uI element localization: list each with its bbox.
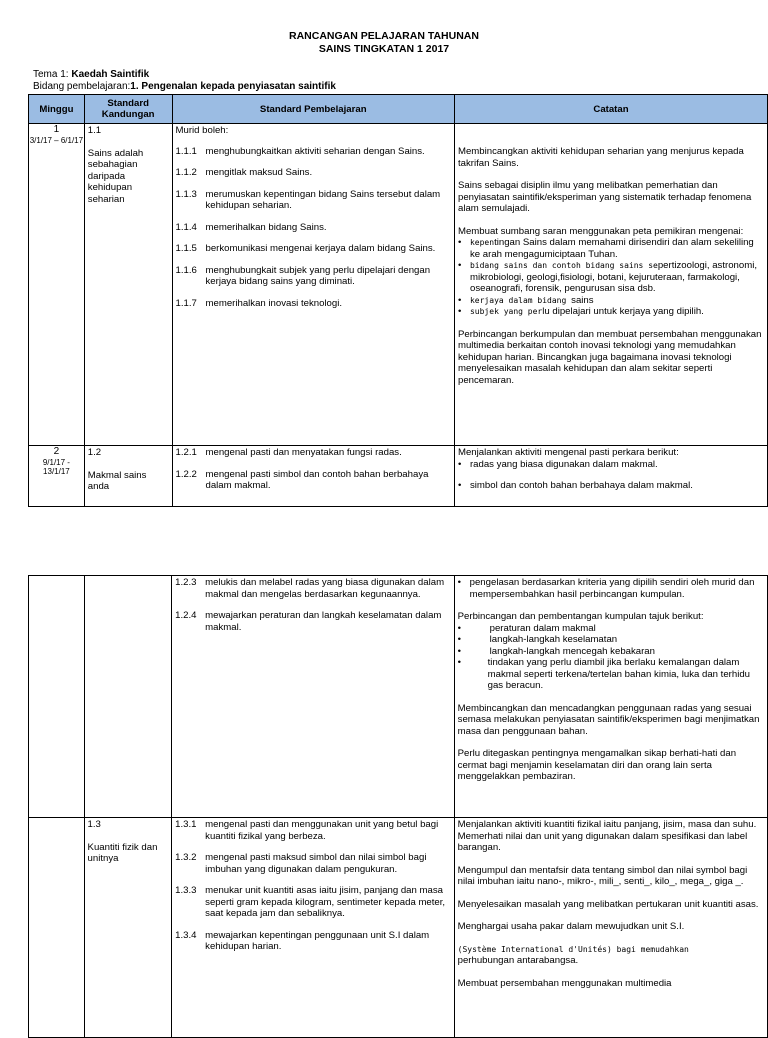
sk-text: Kuantiti fizik dan unitnya: [87, 841, 158, 864]
table-row: [29, 124, 768, 446]
sk-code: 1.1: [87, 125, 102, 136]
week-cell: [29, 446, 85, 507]
sp-num: 1.1.3: [175, 188, 197, 200]
sp-num: 1.1.6: [175, 264, 197, 276]
bullet-item: [458, 577, 764, 600]
bullet-item: [458, 295, 764, 307]
standard-pembelajaran-cell: [172, 124, 454, 446]
catatan-paragraph: Membuat sumbang saran menggunakan peta pemikiran mengenai:: [457, 225, 744, 237]
sp-text: menghubungkait subjek yang perlu dipelajari dengan kerjaya bidang sains yang diminati.: [205, 264, 431, 287]
standard-pembelajaran-cell: [172, 576, 455, 818]
sp-item: [176, 469, 451, 492]
bullet-icon: •: [457, 260, 462, 271]
si-purpose: perhubungan antarabangsa.: [457, 955, 579, 966]
bullet-item: [458, 657, 764, 692]
catatan-paragraph: Membincangkan dan mencadangkan penggunaan radas yang sesuai semasa melakukan penyiasatan saintifik/eksperimen bagi menjimatkan masa dan penggunaan bahan.: [457, 702, 760, 737]
sp-text: mewajarkan kepentingan penggunaan unit S.I dalam kehidupan harian.: [205, 929, 430, 952]
bullet-icon: •: [457, 577, 461, 588]
bullet-lead: subjek yang per: [469, 307, 543, 316]
sp-item: [175, 852, 451, 875]
bullet-lead: bidang sains dan contoh bidang sains se: [469, 261, 658, 270]
catatan-paragraph: Membincangkan aktiviti kehidupan seharian yang menjurus kepada takrifan Sains.: [457, 146, 744, 169]
bullet-text: simbol dan contoh bahan berbahaya dalam makmal.: [469, 480, 693, 491]
bullet-text: peraturan dalam makmal: [489, 622, 596, 634]
rpt-table-2: [28, 575, 768, 1038]
sp-intro: Murid boleh:: [175, 125, 229, 136]
header-standard-pembelajaran: Standard Pembelajaran: [172, 95, 454, 124]
table-header-row: [29, 95, 768, 124]
bullet-icon: •: [457, 237, 462, 248]
sp-item: [176, 243, 451, 255]
catatan-paragraph: Membuat persembahan menggunakan multimedia: [457, 977, 672, 989]
table-row: [29, 446, 768, 507]
table-row: [29, 576, 768, 818]
sk-text: Makmal sains anda: [87, 469, 147, 492]
sp-text: menghubungkaitkan aktiviti seharian dengan Sains.: [205, 145, 425, 157]
bullet-icon: •: [457, 458, 462, 470]
sp-num: 1.3.1: [175, 819, 197, 830]
week-cell: [29, 124, 85, 446]
sp-item: [175, 819, 451, 842]
standard-kandungan-cell: [84, 446, 172, 507]
bullet-icon: •: [457, 657, 461, 668]
week-dates: 3/1/17 – 6/1/17: [29, 135, 84, 145]
sp-text: mengenal pasti simbol dan contoh bahan berbahaya dalam makmal.: [205, 468, 429, 491]
rpt-table-1: [28, 94, 768, 507]
catatan-paragraph: Perbincangan dan pembentangan kumpulan tajuk berikut:: [457, 611, 704, 622]
catatan-paragraph: Menjalankan aktiviti mengenal pasti perkara berikut:: [457, 447, 679, 458]
sp-num: 1.3.3: [175, 885, 197, 896]
document-subtitle: SAINS TINGKATAN 1 2017: [318, 43, 450, 55]
bullet-text: langkah-langkah mencegah kebakaran: [489, 645, 655, 657]
sp-num: 1.2.2: [175, 468, 197, 480]
sp-text: merumuskan kepentingan bidang Sains tersebut dalam kehidupan seharian.: [205, 188, 441, 211]
standard-pembelajaran-cell: [172, 818, 455, 1038]
catatan-paragraph: Menghargai usaha pakar dalam mewujudkan unit S.I.: [457, 921, 685, 932]
week-cell: [29, 818, 85, 1038]
bullet-icon: •: [457, 294, 462, 306]
sp-item: [176, 447, 451, 459]
catatan-paragraph: Mengumpul dan mentafsir data tentang simbol dan nilai symbol bagi nilai imbuhan iaitu nano-, mikro-, mili_, senti_, kilo_, mega_, giga _.: [457, 864, 748, 887]
tema-value: Kaedah Saintifik: [71, 69, 150, 80]
sp-text: memerihalkan inovasi teknologi.: [205, 297, 343, 309]
sp-num: 1.2.3: [175, 577, 197, 588]
catatan-paragraph: [458, 944, 764, 967]
sp-num: 1.1.1: [175, 145, 197, 157]
sp-item: [175, 885, 451, 920]
bullet-item: [458, 459, 764, 471]
bidang-value: 1. Pengenalan kepada penyiasatan saintifik: [130, 81, 336, 92]
catatan-cell: [454, 124, 767, 446]
sp-num: 1.2.4: [175, 610, 197, 621]
bullet-icon: •: [457, 480, 462, 491]
catatan-cell: [454, 818, 767, 1038]
catatan-cell: [454, 446, 767, 507]
sp-text: mengitlak maksud Sains.: [205, 167, 313, 178]
week-cell: [29, 576, 85, 818]
tema-label: Tema 1:: [33, 69, 72, 80]
sp-item: [175, 610, 451, 633]
bullet-item: [458, 480, 764, 492]
bullet-lead: kepen: [469, 238, 495, 247]
header-minggu: Minggu: [29, 95, 85, 124]
document-title: RANCANGAN PELAJARAN TAHUNAN: [289, 30, 479, 42]
sp-num: 1.1.4: [175, 221, 197, 233]
bullet-text: langkah-langkah keselamatan: [489, 634, 618, 645]
bullet-text: radas yang biasa digunakan dalam makmal.: [469, 458, 658, 470]
sp-num: 1.3.2: [175, 852, 197, 863]
catatan-cell: [454, 576, 767, 818]
sp-text: melukis dan melabel radas yang biasa digunakan dalam makmal dan mengelas berdasarkan kegunaannya.: [205, 577, 445, 600]
bullet-item: [458, 623, 764, 635]
sp-num: 1.1.2: [175, 167, 197, 178]
bullet-text: sains: [571, 294, 594, 306]
sp-text: memerihalkan bidang Sains.: [205, 221, 327, 233]
bullet-text: pengelasan berdasarkan kriteria yang dipilih sendiri oleh murid dan mempersembahkan hasil perbincangan kumpulan.: [469, 577, 755, 600]
tema-line: [33, 69, 149, 80]
sp-text: menukar unit kuantiti asas iaitu jisim, panjang dan masa seperti gram kepada kilogram, sentimeter kepada meter, saat kepada jam dan sebaliknya.: [205, 885, 446, 919]
week-number: 2: [53, 446, 60, 457]
sp-item: [176, 298, 451, 310]
bullet-icon: •: [457, 645, 461, 657]
sp-text: berkomunikasi mengenai kerjaya dalam bidang Sains.: [205, 243, 436, 254]
sp-item: [176, 222, 451, 234]
sp-item: [176, 265, 451, 288]
bullet-icon: •: [457, 622, 461, 634]
bullet-lead: kerjaya dalam bidang: [469, 295, 572, 305]
week-number: 1: [53, 124, 60, 135]
bullet-text: tindakan yang perlu diambil jika berlaku kemalangan dalam makmal seperti terkena/tertelan bahan kimia, luka dan terhidu gas beracun.: [487, 657, 751, 691]
standard-kandungan-cell: [84, 576, 172, 818]
bidang-label: Bidang pembelajaran:: [33, 81, 131, 92]
sp-text: mengenal pasti maksud simbol dan nilai simbol bagi imbuhan yang digunakan dalam pengukuran.: [205, 852, 427, 875]
catatan-paragraph: Perlu ditegaskan pentingnya mengamalkan sikap berhati-hati dan cermat bagi menjamin keselamatan diri dan orang lain serta menggelakkan pembaziran.: [457, 748, 737, 782]
sp-item: [175, 930, 451, 953]
bullet-item: [458, 260, 764, 295]
sk-code: 1.2: [87, 447, 102, 458]
sk-code: 1.3: [87, 819, 101, 830]
catatan-paragraph: Sains sebagai disiplin ilmu yang melibatkan pemerhatian dan penyiasatan saintifik/eksperiman yang sistematik terhadap fenomena alam semulajadi.: [457, 180, 752, 214]
standard-kandungan-cell: [84, 124, 172, 446]
bullet-icon: •: [457, 634, 461, 645]
sp-item: [175, 577, 451, 600]
bullet-item: [458, 634, 764, 646]
standard-kandungan-cell: [84, 818, 172, 1038]
sp-text: mengenal pasti dan menggunakan unit yang betul bagi kuantiti fizikal yang berbeza.: [205, 819, 439, 842]
bullet-item: [458, 306, 764, 318]
sp-num: 1.3.4: [175, 929, 197, 941]
bidang-line: [33, 81, 336, 92]
sk-text: Sains adalah sebahagian daripada kehidupan seharian: [87, 147, 144, 205]
catatan-paragraph: Menyelesaikan masalah yang melibatkan pertukaran unit kuantiti asas.: [457, 898, 759, 910]
sp-text: mewajarkan peraturan dan langkah keselamatan dalam makmal.: [205, 610, 442, 633]
table-row: [29, 818, 768, 1038]
bullet-item: [458, 237, 764, 260]
catatan-paragraph: Perbincangan berkumpulan dan membuat persembahan menggunakan multimedia berkaitan contoh inovasi teknologi yang memudahkan kehidupan harian. Bincangkan juga bagaimana inovasi teknologi menyelesaikan masalah kehidupan dan alam sekitar seperti pencemaran.: [457, 328, 762, 386]
sp-item: [176, 189, 451, 212]
sp-item: [176, 146, 451, 158]
header-catatan: Catatan: [454, 95, 767, 124]
standard-pembelajaran-cell: [172, 446, 454, 507]
bullet-text: lu dipelajari untuk kerjaya yang dipilih.: [542, 306, 704, 317]
header-standard-kandungan: Standard Kandungan: [84, 95, 172, 124]
sp-text: mengenal pasti dan menyatakan fungsi radas.: [205, 447, 402, 458]
week-dates: 9/1/17 - 13/1/17: [42, 457, 70, 476]
bullet-text: tingan Sains dalam memahami dirisendiri dan alam sekeliling ke arah mengagumiciptaan Tuhan.: [469, 237, 754, 260]
sp-num: 1.1.5: [175, 243, 197, 254]
sp-item: [176, 167, 451, 179]
sp-num: 1.1.7: [175, 297, 197, 309]
bullet-item: [458, 646, 764, 658]
si-full-name: (Système International d'Unités) bagi memudahkan: [457, 944, 689, 954]
bullet-icon: •: [457, 306, 462, 317]
bullet-text: pertizoologi, astronomi, mikrobiologi, geologi,fisiologi, botani, kejuruteraan, farmakologi, oseanografi, forensik, pengurusan sisa dsb.: [469, 260, 758, 294]
catatan-paragraph: Menjalankan aktiviti kuantiti fizikal iaitu panjang, jisim, masa dan suhu. Memerhati nilai dan unit yang digunakan dalam spesifikasi dan label barangan.: [457, 819, 757, 853]
sp-num: 1.2.1: [175, 447, 197, 458]
